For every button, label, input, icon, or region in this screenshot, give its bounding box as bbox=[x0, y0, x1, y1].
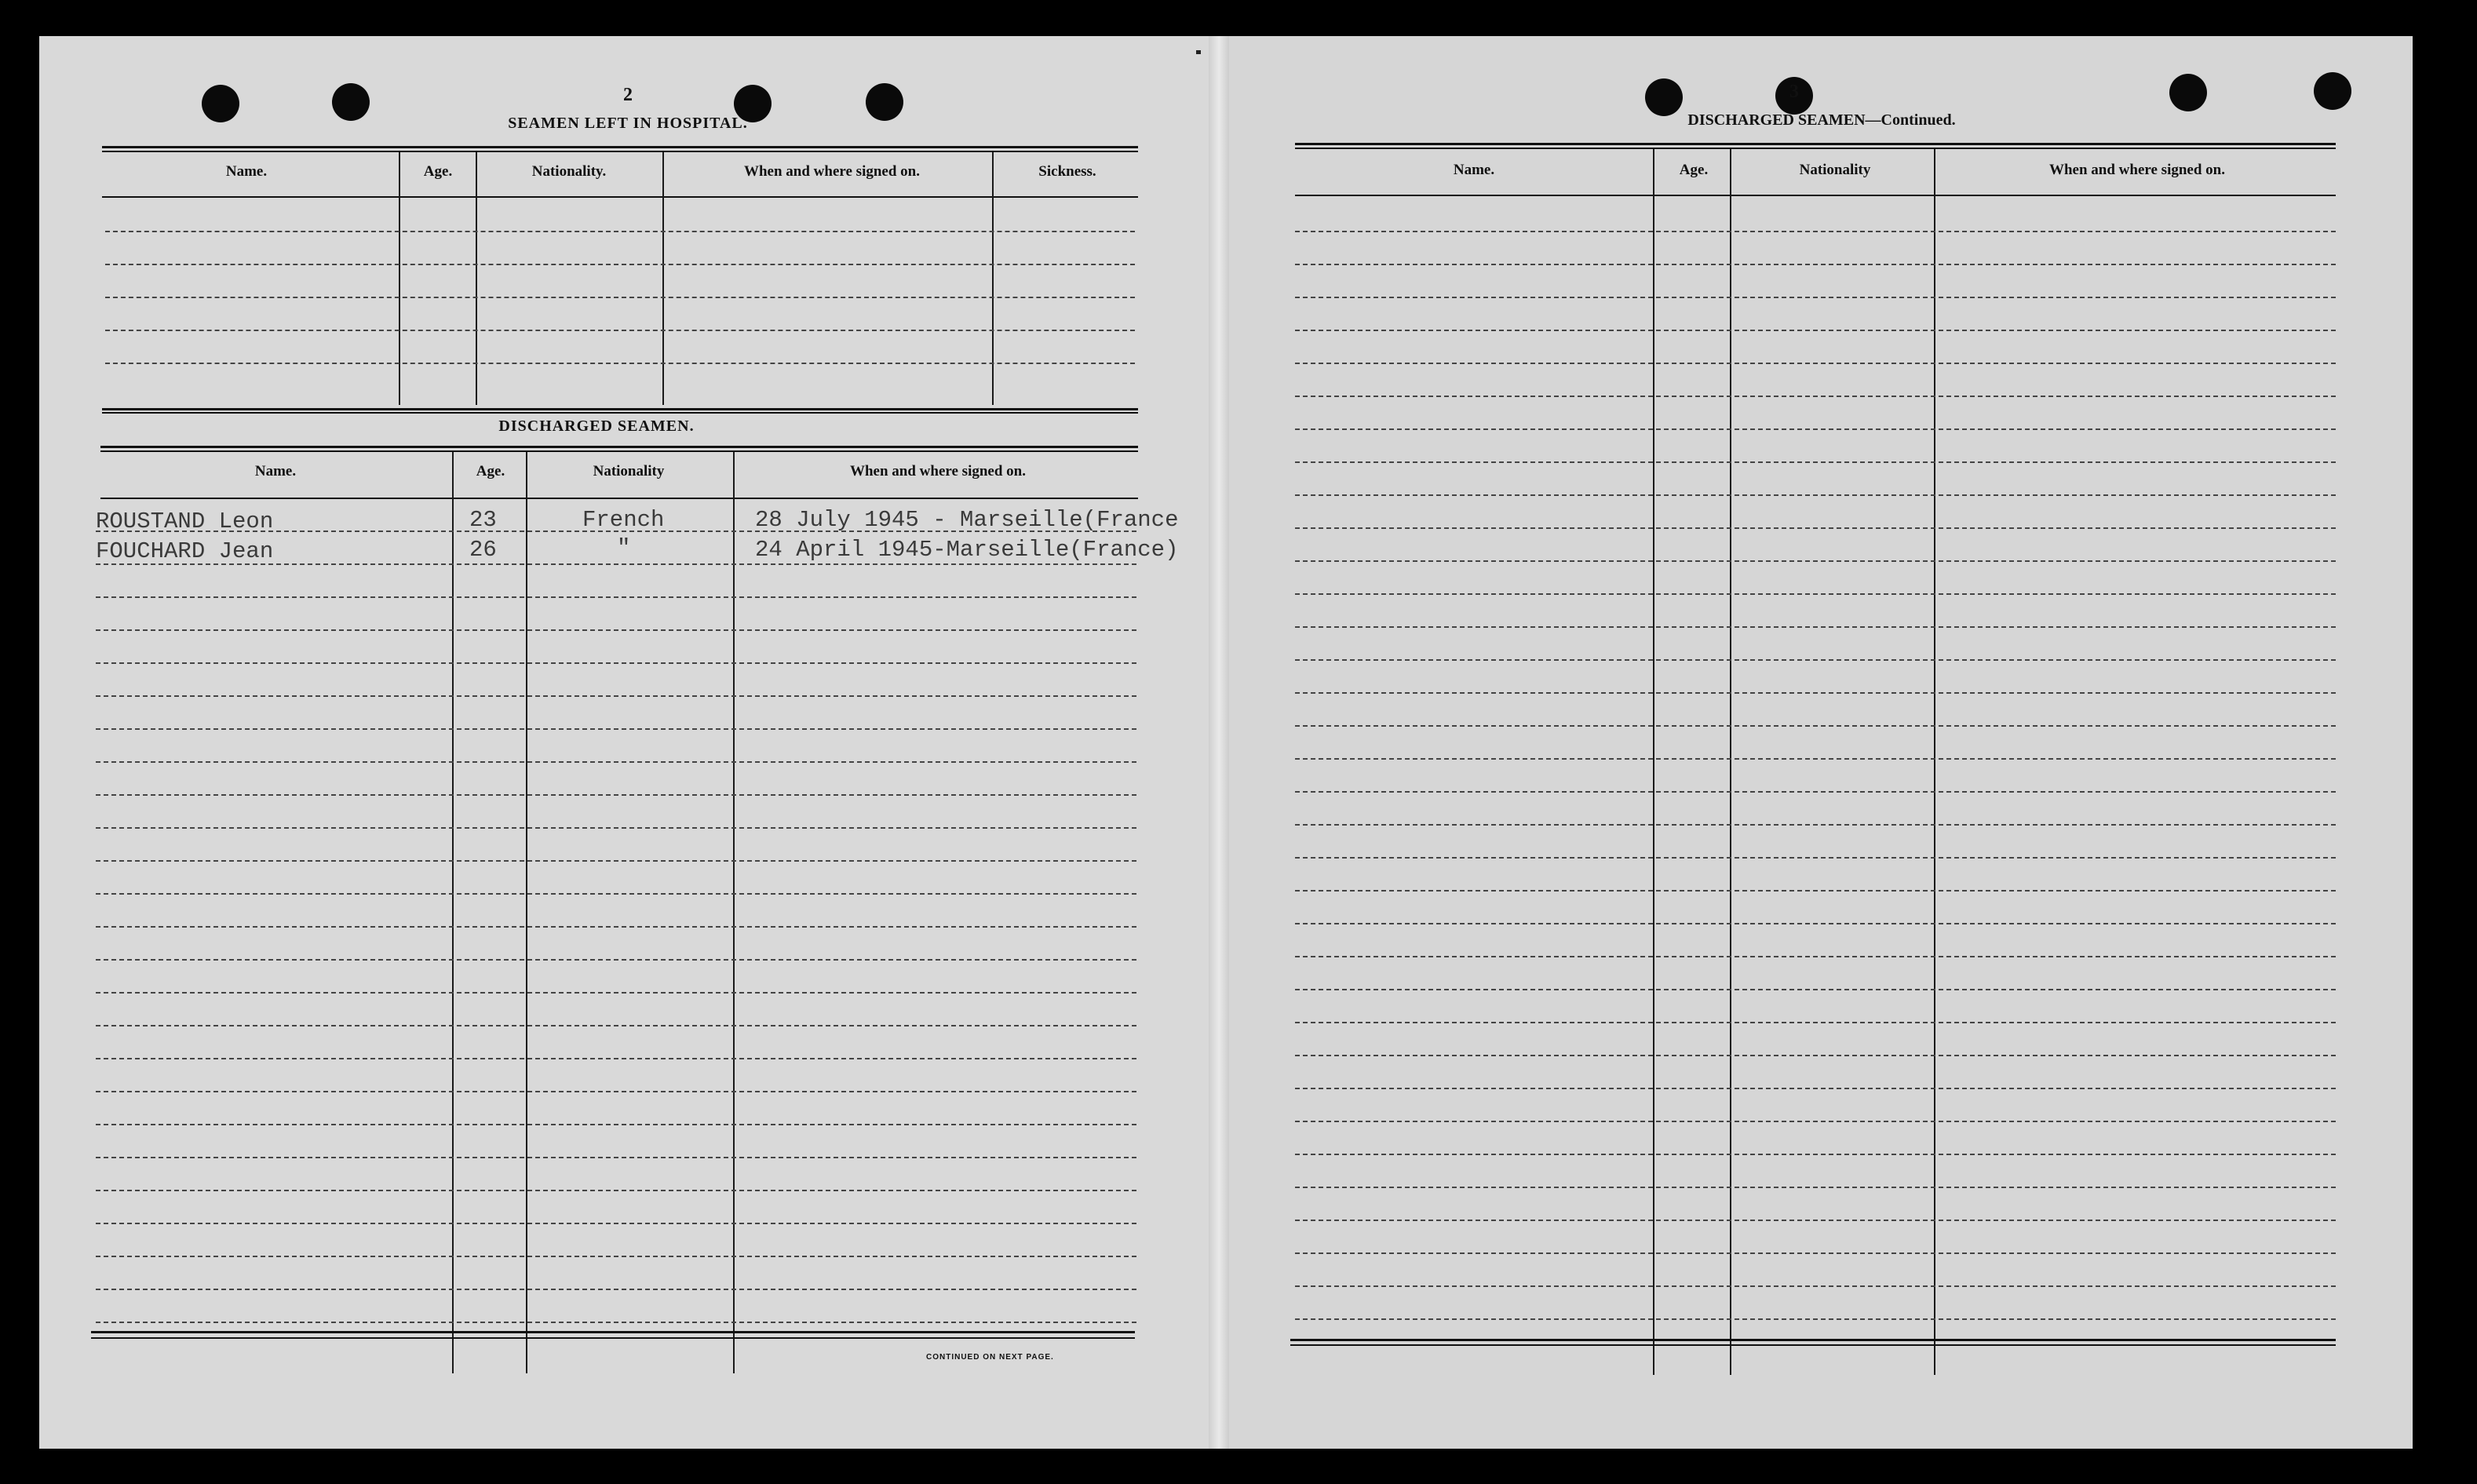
ruled-line bbox=[96, 992, 1136, 994]
col-header-name: Name. bbox=[254, 463, 297, 479]
ruled-line bbox=[96, 1223, 1136, 1224]
hospital-section-title: SEAMEN LEFT IN HOSPITAL. bbox=[508, 115, 748, 132]
table-top-rule bbox=[102, 151, 1138, 152]
col-header-nationality: Nationality. bbox=[531, 163, 607, 180]
ruled-line bbox=[1295, 692, 2336, 694]
ruled-line bbox=[96, 1025, 1136, 1026]
ruled-line bbox=[96, 695, 1136, 697]
ruled-line bbox=[96, 596, 1136, 598]
header-underline bbox=[1295, 195, 2336, 196]
entry-age: 23 bbox=[469, 507, 497, 533]
ruled-line bbox=[96, 1190, 1136, 1191]
ruled-line bbox=[1295, 527, 2336, 529]
ruled-line bbox=[1295, 1220, 2336, 1221]
entry-signed-on: 24 April 1945-Marseille(France) bbox=[755, 537, 1179, 563]
ruled-line bbox=[1295, 1088, 2336, 1089]
ruled-line bbox=[1295, 923, 2336, 924]
ruled-line bbox=[96, 959, 1136, 961]
discharged-section-title: DISCHARGED SEAMEN. bbox=[498, 417, 695, 435]
ruled-line bbox=[96, 1256, 1136, 1257]
header-underline bbox=[102, 196, 1138, 198]
table-top-rule bbox=[100, 450, 1138, 452]
column-divider bbox=[452, 452, 454, 1373]
binder-hole bbox=[332, 83, 370, 121]
ruled-line bbox=[96, 827, 1136, 829]
ruled-line bbox=[1295, 626, 2336, 628]
ruled-line bbox=[1295, 758, 2336, 760]
column-divider bbox=[1653, 149, 1654, 1375]
col-header-nationality: Nationality bbox=[1799, 162, 1871, 178]
entry-signed-on: 28 July 1945 - Marseille(France bbox=[755, 507, 1179, 533]
table-top-rule bbox=[1295, 143, 2336, 145]
binder-hole bbox=[202, 85, 239, 122]
bottom-rule bbox=[1290, 1339, 2336, 1341]
table-top-rule bbox=[100, 446, 1138, 448]
binder-hole bbox=[2169, 74, 2207, 111]
entry-age: 26 bbox=[469, 537, 497, 563]
ruled-line bbox=[96, 1322, 1136, 1323]
ruled-line bbox=[1295, 956, 2336, 957]
continued-section-title: DISCHARGED SEAMEN—Continued. bbox=[1687, 111, 1956, 129]
ruled-line bbox=[1295, 396, 2336, 397]
ruled-line bbox=[1295, 1055, 2336, 1056]
ruled-line bbox=[1295, 593, 2336, 595]
col-header-signed-on: When and where signed on. bbox=[2048, 162, 2225, 178]
ruled-line bbox=[1295, 1121, 2336, 1122]
ruled-line bbox=[96, 1124, 1136, 1125]
left-page bbox=[39, 36, 1209, 1449]
col-header-name: Name. bbox=[1453, 162, 1495, 178]
col-header-age: Age. bbox=[1679, 162, 1709, 178]
binder-hole bbox=[1645, 78, 1683, 116]
ruled-line bbox=[1295, 791, 2336, 793]
ruled-line bbox=[105, 297, 1135, 298]
scanned-document bbox=[39, 36, 2413, 1449]
column-divider bbox=[1730, 149, 1731, 1375]
col-header-signed-on: When and where signed on. bbox=[849, 463, 1026, 479]
ruled-line bbox=[1295, 560, 2336, 562]
bottom-rule bbox=[1290, 1344, 2336, 1346]
bottom-rule bbox=[91, 1331, 1135, 1333]
entry-nationality: French bbox=[582, 507, 665, 533]
col-header-age: Age. bbox=[423, 163, 453, 180]
column-divider bbox=[399, 152, 400, 405]
ruled-line bbox=[105, 231, 1135, 232]
gutter-speck bbox=[1196, 50, 1201, 54]
col-header-sickness: Sickness. bbox=[1038, 163, 1096, 180]
ruled-line bbox=[105, 363, 1135, 364]
section-rule bbox=[102, 408, 1138, 410]
ruled-line bbox=[1295, 890, 2336, 891]
ruled-line bbox=[105, 330, 1135, 331]
ruled-line bbox=[96, 1058, 1136, 1059]
ruled-line bbox=[1295, 494, 2336, 496]
ruled-line bbox=[96, 860, 1136, 862]
binder-hole bbox=[2314, 72, 2351, 110]
ruled-line bbox=[105, 264, 1135, 265]
continued-note: CONTINUED ON NEXT PAGE. bbox=[926, 1353, 1054, 1362]
column-divider bbox=[526, 452, 527, 1373]
column-divider bbox=[992, 152, 994, 405]
ruled-line bbox=[96, 761, 1136, 763]
ruled-line bbox=[96, 893, 1136, 895]
ruled-line bbox=[1295, 1252, 2336, 1254]
column-divider bbox=[733, 452, 735, 1373]
entry-name: ROUSTAND Leon bbox=[96, 509, 274, 534]
binder-hole bbox=[866, 83, 903, 121]
ruled-line bbox=[1295, 428, 2336, 430]
ruled-line bbox=[1295, 1154, 2336, 1155]
ruled-line bbox=[96, 926, 1136, 928]
ruled-line bbox=[96, 728, 1136, 730]
page-gutter bbox=[1209, 36, 1229, 1449]
bottom-rule bbox=[91, 1337, 1135, 1339]
column-divider bbox=[1934, 149, 1935, 1375]
right-page bbox=[1229, 36, 2413, 1449]
entry-nationality: " bbox=[617, 535, 631, 561]
ruled-line bbox=[1295, 659, 2336, 661]
ruled-line bbox=[96, 629, 1136, 631]
table-top-rule bbox=[1295, 148, 2336, 149]
col-header-age: Age. bbox=[476, 463, 505, 479]
ruled-line bbox=[1295, 824, 2336, 826]
ruled-line bbox=[1295, 857, 2336, 859]
ruled-line bbox=[96, 1289, 1136, 1290]
page-number: 3 bbox=[1789, 82, 1799, 102]
page-number: 2 bbox=[623, 85, 633, 105]
ruled-line bbox=[96, 1091, 1136, 1092]
ruled-line bbox=[96, 662, 1136, 664]
ruled-line bbox=[1295, 461, 2336, 463]
ruled-line bbox=[1295, 264, 2336, 265]
table-top-rule bbox=[102, 146, 1138, 148]
ruled-line bbox=[1295, 1022, 2336, 1023]
ruled-line bbox=[96, 1157, 1136, 1158]
ruled-line bbox=[1295, 1318, 2336, 1320]
ruled-line bbox=[1295, 1187, 2336, 1188]
column-divider bbox=[476, 152, 477, 405]
col-header-nationality: Nationality bbox=[593, 463, 665, 479]
entry-name: FOUCHARD Jean bbox=[96, 538, 274, 564]
ruled-line bbox=[96, 794, 1136, 796]
ruled-line bbox=[1295, 725, 2336, 727]
col-header-signed-on: When and where signed on. bbox=[743, 163, 920, 180]
ruled-line bbox=[1295, 297, 2336, 298]
ruled-line bbox=[1295, 363, 2336, 364]
ruled-line bbox=[1295, 231, 2336, 232]
column-divider bbox=[662, 152, 664, 405]
header-underline bbox=[100, 498, 1138, 499]
ruled-line bbox=[1295, 330, 2336, 331]
ruled-line bbox=[1295, 989, 2336, 990]
col-header-name: Name. bbox=[225, 163, 268, 180]
ruled-line bbox=[1295, 1285, 2336, 1287]
section-rule bbox=[102, 412, 1138, 414]
